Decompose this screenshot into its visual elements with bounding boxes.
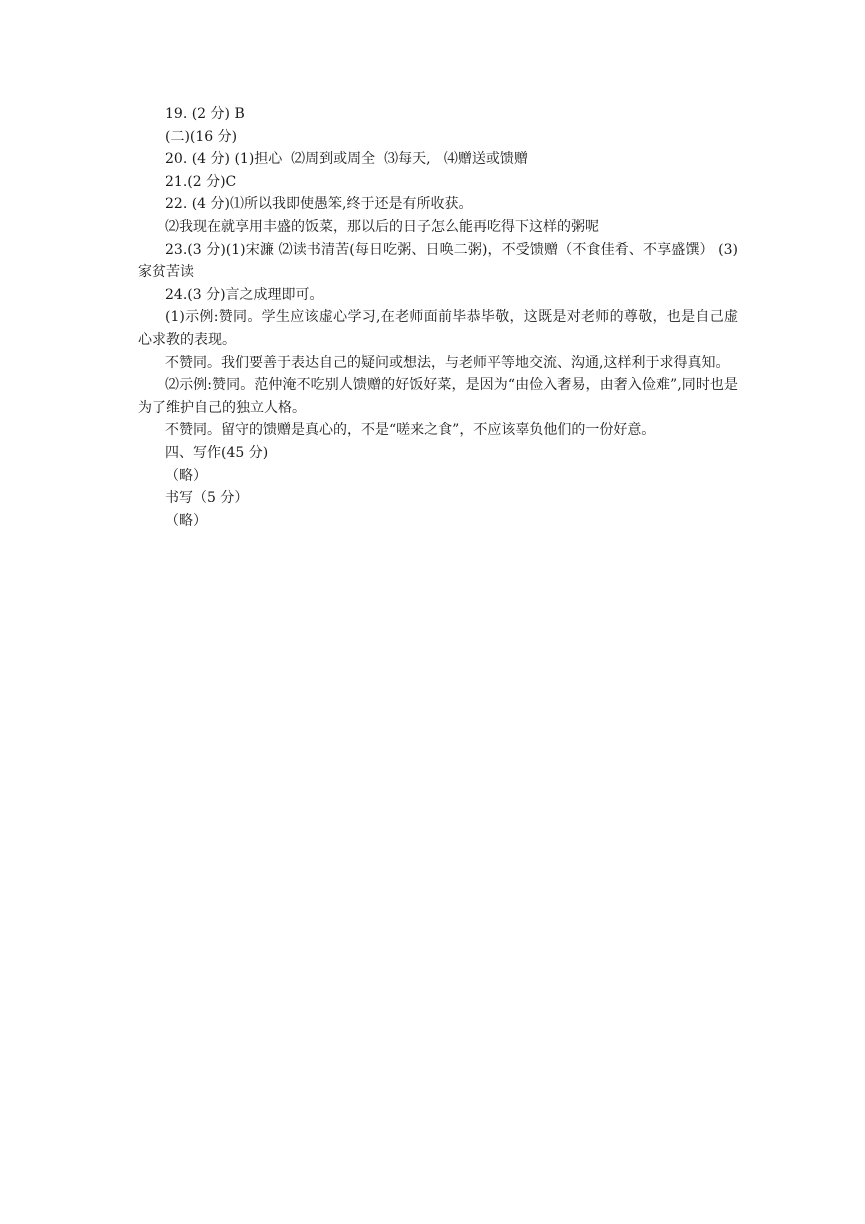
answer-q24-1-disagree: 不赞同。我们要善于表达自己的疑问或想法，与老师平等地交流、沟通,这样利于求得真知。	[165, 354, 730, 371]
answer-q22-part1: 22. (4 分)⑴所以我即使愚笨,终于还是有所收获。	[165, 196, 473, 213]
answer-key-content	[138, 103, 738, 532]
section-4-note: （略）	[165, 467, 207, 484]
answer-q24-2-agree: ⑵示例:赞同。范仲淹不吃别人馈赠的好饭好菜，是因为“由俭入奢易，由奢入俭难”,同时也是为了维护自己的独立人格。	[138, 377, 738, 416]
answer-q21: 21.(2 分)C	[165, 173, 237, 190]
answer-q24-heading: 24.(3 分)言之成理即可。	[165, 286, 324, 303]
answer-q24-1-agree: (1)示例:赞同。学生应该虚心学习,在老师面前毕恭毕敬，这既是对老师的尊敬，也是自己虚心求教的表现。	[138, 309, 738, 348]
answer-q19: 19. (2 分) B	[165, 106, 245, 122]
writing-note: （略）	[165, 512, 207, 529]
answer-q20: 20. (4 分) (1)担心 ⑵周到或周全 ⑶每天, ⑷赠送或馈赠	[165, 151, 528, 168]
answer-q23: 23.(3 分)(1)宋濂 ⑵读书清苦(每日吃粥、日唤二粥)，不受馈赠（不食佳肴、不享盛馔） (3)家贫苦读	[138, 241, 738, 281]
section-2-heading: (二)(16 分)	[165, 128, 238, 145]
writing-heading: 书写（5 分）	[165, 490, 249, 507]
answer-q22-part2: ⑵我现在就享用丰盛的饭菜，那以后的日子怎么能再吃得下这样的粥呢	[165, 218, 599, 235]
answer-q24-2-disagree: 不赞同。留守的馈赠是真心的，不是“嗟来之食”，不应该辜负他们的一份好意。	[165, 422, 656, 439]
section-4-heading: 四、写作(45 分)	[165, 444, 269, 461]
